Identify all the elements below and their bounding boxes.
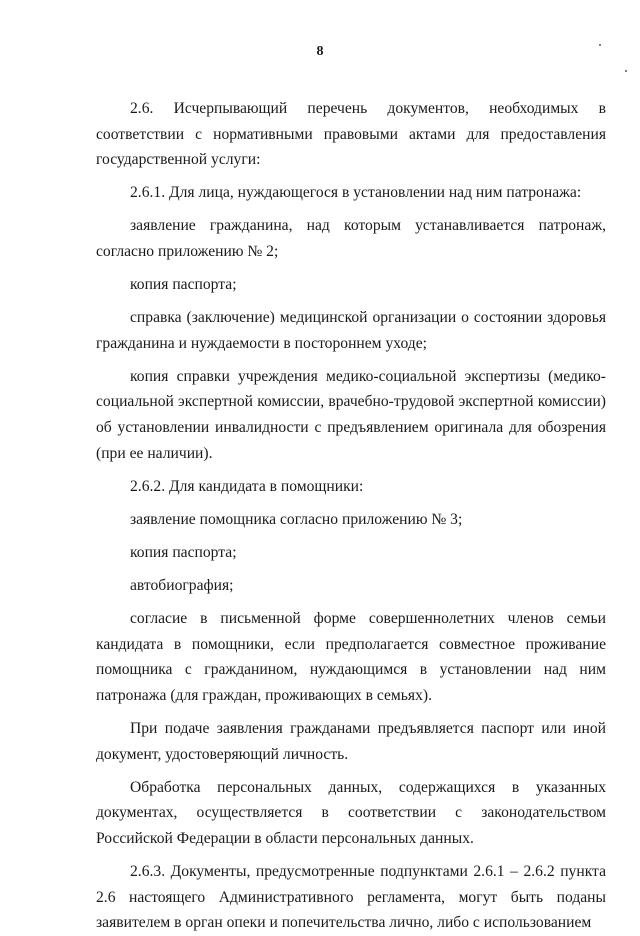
scan-speck [599,44,601,46]
paragraph: При подаче заявления гражданами предъявляется паспорт или иной документ, удостоверяющий личность. [96,719,606,763]
paragraph: копия справки учреждения медико-социальной экспертизы (медико-социальной экспертной комиссии, врачебно-трудовой экспертной комиссии) об установлении инвалидности с предъявлением оригинала для обозрения (при ее наличии). [96,367,606,462]
paragraph: Обработка персональных данных, содержащихся в указанных документах, осуществляется в соответствии с законодательством Российской Федерации в области персональных данных. [96,778,606,847]
paragraph: 2.6.2. Для кандидата в помощники: [130,477,364,495]
paragraph: 2.6.3. Документы, предусмотренные подпунктами 2.6.1 – 2.6.2 пункта 2.6 настоящего Административного регламента, могут быть поданы заявителем в орган опеки и попечительства лично, либо с использованием [96,862,606,932]
paragraph: автобиография; [130,577,234,594]
paragraph: заявление помощника согласно приложению № 3; [130,510,463,528]
paragraph: копия паспорта; [130,543,237,561]
scan-speck [625,70,627,72]
paragraph: согласие в письменной форме совершеннолетних членов семьи кандидата в помощники, если предполагается совместное проживание помощника с гражданином, нуждающимся в установлении над ним патронажа (для граждан, проживающих в семьях). [96,610,606,704]
paragraph: справка (заключение) медицинской организации о состоянии здоровья гражданина и нуждаемости в постороннем уходе; [96,309,606,352]
page-number: 8 [316,44,324,59]
paragraph: заявление гражданина, над которым устанавливается патронаж, согласно приложению № 2; [96,217,606,260]
document-body [96,96,606,936]
paragraph: копия паспорта; [130,276,237,294]
paragraph: 2.6.1. Для лица, нуждающегося в установлении над ним патронажа: [130,184,582,202]
paragraph: 2.6. Исчерпывающий перечень документов, необходимых в соответствии с нормативными правовыми актами для предоставления государственной услуги: [96,100,606,169]
